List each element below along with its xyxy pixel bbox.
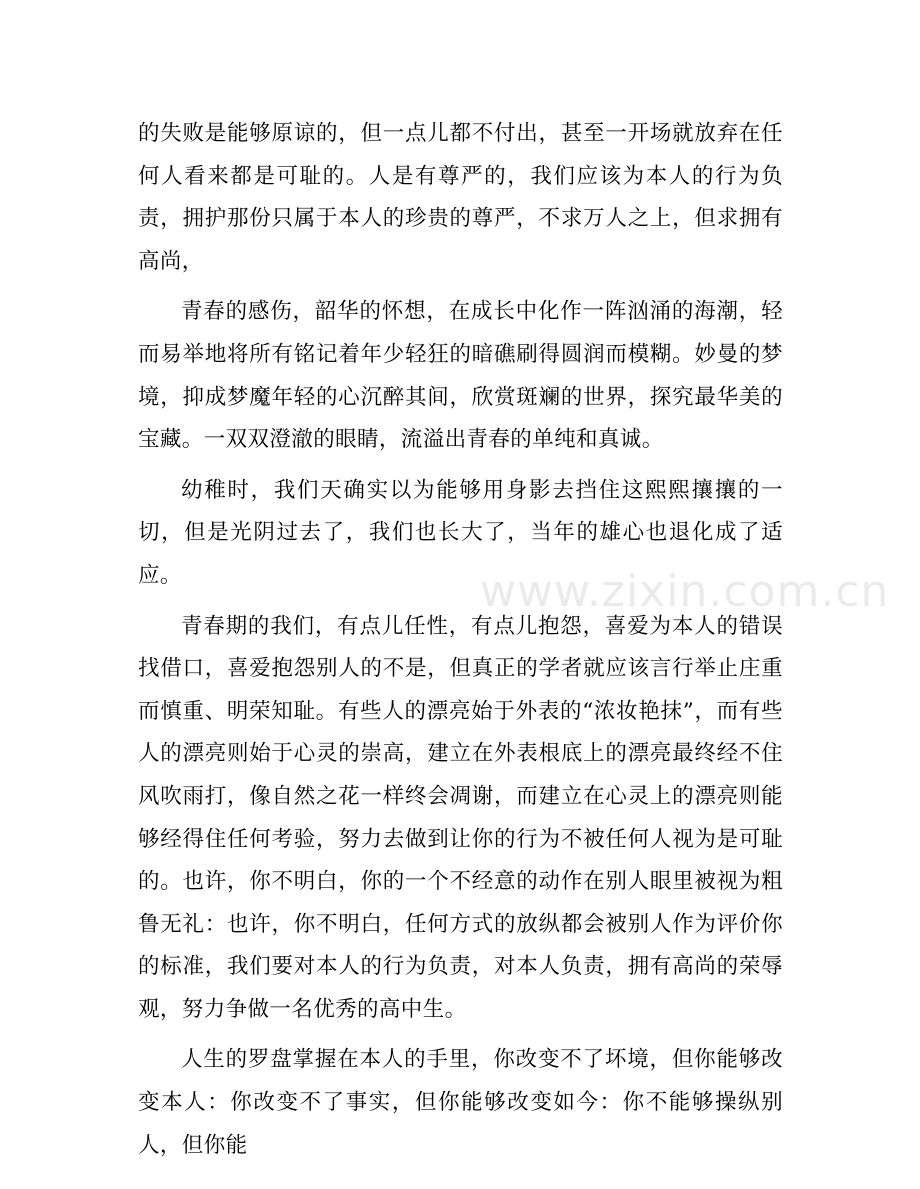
paragraph-4: 青春期的我们，有点儿任性，有点儿抱怨，喜爱为本人的错误找借口，喜爱抱怨别人的不是，但真正的学者就应该言行举止庄重而慎重、明荣知耻。有些人的漂亮始于外表的“浓妆艳抹”，而有些人的漂亮则始于心灵的崇高，建立在外表根底上的漂亮最终经不住风吹雨打，像自然之花一样终会凋谢，而建立在心灵上的漂亮则能够经得住任何考验，努力去做到让你的行为不被任何人视为是可耻的。也许，你不明白，你的一个不经意的动作在别人眼里被视为粗鲁无礼：也许，你不明白，任何方式的放纵都会被别人作为评价你的标准，我们要对本人的行为负责，对本人负责，拥有高尚的荣辱观，努力争做一名优秀的高中生。 bbox=[138, 613, 783, 1022]
paragraph-2: 青春的感伤，韶华的怀想，在成长中化作一阵汹涌的海潮，轻而易举地将所有铭记着年少轻狂的暗礁刷得圆润而模糊。妙曼的梦境，抑成梦魔年轻的心沉醉其间，欣赏斑斓的世界，探究最华美的宝藏。一双双澄澈的眼睛，流溢出青春的单纯和真诚。 bbox=[138, 299, 783, 453]
watermark: www.zixin.com.cn bbox=[480, 566, 890, 617]
document-page bbox=[138, 113, 783, 1175]
paragraph-5: 人生的罗盘掌握在本人的手里，你改变不了坏境，但你能够改变本人：你改变不了事实，但你能够改变如今：你不能够操纵别人，但你能 bbox=[138, 1047, 783, 1158]
paragraph-3: 幼稚时，我们天确实以为能够用身影去挡住这熙熙攘攘的一切，但是光阴过去了，我们也长大了，当年的雄心也退化成了适应。 bbox=[138, 477, 783, 588]
paragraph-1: 的失败是能够原谅的，但一点儿都不付出，甚至一开场就放弃在任何人看来都是可耻的。人是有尊严的，我们应该为本人的行为负责，拥护那份只属于本人的珍贵的尊严，不求万人之上，但求拥有高尚， bbox=[138, 121, 783, 274]
